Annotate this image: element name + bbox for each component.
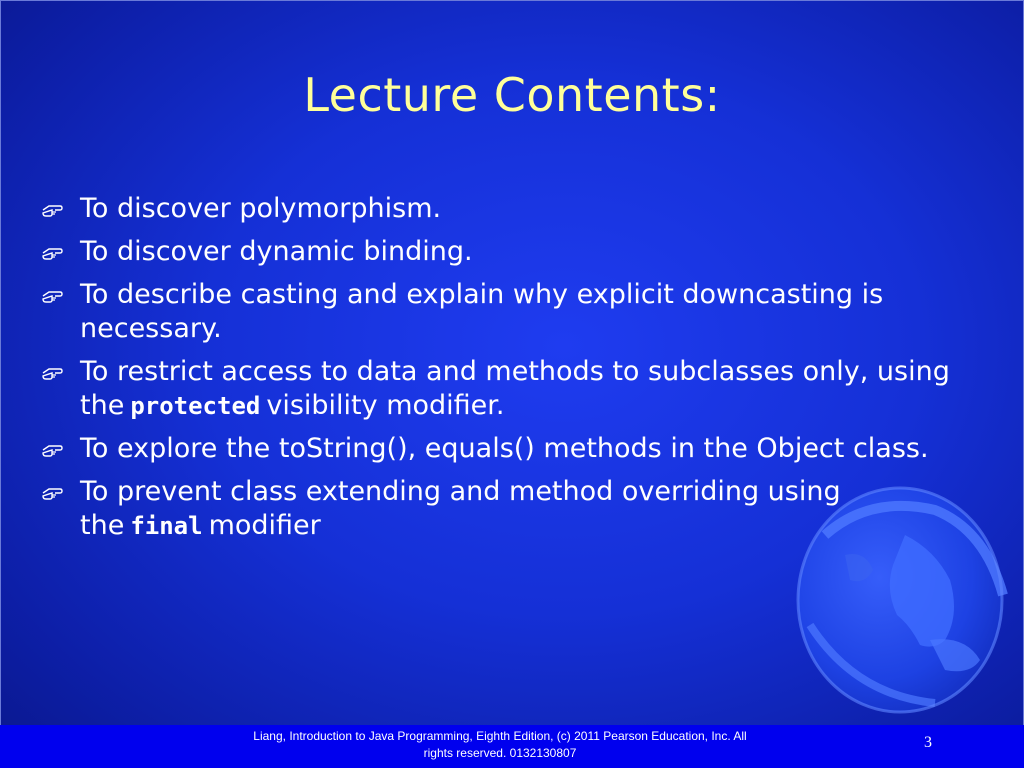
code-keyword: final [130, 512, 203, 540]
slide-title: Lecture Contents: [303, 68, 721, 122]
bullet-item [38, 355, 1018, 423]
bullet-item [38, 432, 1018, 466]
footer-line-1: Liang, Introduction to Java Programming, Eighth Edition, (c) 2011 Pearson Education, Inc. All [253, 729, 747, 743]
bullet-text: modifier [208, 510, 321, 541]
footer-copyright [195, 728, 805, 762]
bullet-item [38, 235, 1018, 269]
pointing-hand-icon [40, 196, 66, 222]
pointing-hand-icon [40, 239, 66, 265]
page-number: 3 [924, 734, 932, 751]
bullet-list [38, 192, 1018, 552]
code-keyword: protected [130, 392, 261, 420]
bullet-text: To describe casting and explain why explicit downcasting is necessary. [80, 279, 884, 344]
bullet-text: To explore the toString(), equals() methods in the Object class. [80, 433, 929, 464]
pointing-hand-icon [40, 479, 66, 505]
bullet-item [38, 475, 1018, 543]
pointing-hand-icon [40, 282, 66, 308]
pointing-hand-icon [40, 436, 66, 462]
bullet-text: To discover polymorphism. [80, 193, 442, 224]
bullet-text: To discover dynamic binding. [80, 236, 473, 267]
bullet-text: To prevent class extending and method overriding using the [80, 476, 841, 541]
bullet-text: To restrict access to data and methods to subclasses only, using the [80, 356, 950, 421]
bullet-item [38, 278, 1018, 346]
pointing-hand-icon [40, 359, 66, 385]
footer-line-2: rights reserved. 0132130807 [423, 746, 577, 760]
bullet-item [38, 192, 1018, 226]
bullet-text: visibility modifier. [266, 390, 505, 421]
